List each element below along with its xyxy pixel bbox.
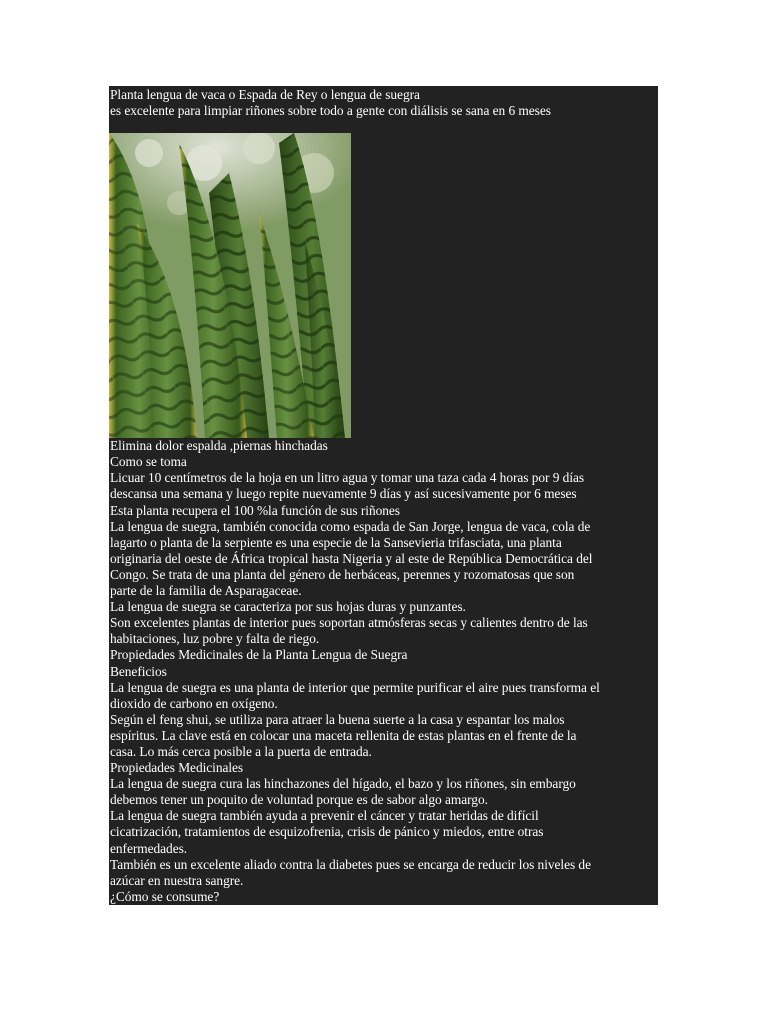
body-line: La lengua de suegra se caracteriza por sus hojas duras y punzantes. bbox=[110, 599, 466, 615]
body-line: habitaciones, luz pobre y falta de riego. bbox=[110, 631, 320, 647]
body-line: enfermedades. bbox=[110, 840, 188, 856]
body-line: cicatrización, tratamientos de esquizofrenia, crisis de pánico y miedos, entre otras bbox=[110, 824, 544, 840]
header-line: Planta lengua de vaca o Espada de Rey o lengua de suegra bbox=[110, 87, 420, 102]
body-line: dioxido de carbono en oxígeno. bbox=[110, 695, 278, 711]
body-line: La lengua de suegra también ayuda a prevenir el cáncer y tratar heridas de difícil bbox=[110, 808, 539, 824]
body-line: parte de la familia de Asparagaceae. bbox=[110, 583, 302, 599]
body-line: La lengua de suegra es una planta de interior que permite purificar el aire pues transforma el bbox=[110, 679, 600, 695]
snake-plant-illustration bbox=[109, 133, 351, 438]
body-line: Licuar 10 centímetros de la hoja en un litro agua y tomar una taza cada 4 horas por 9 días bbox=[110, 470, 585, 486]
document-header bbox=[109, 87, 658, 119]
body-line: espíritus. La clave está en colocar una maceta rellenita de estas plantas en el frente de la bbox=[110, 727, 577, 743]
snake-plant-photo bbox=[109, 133, 351, 438]
body-line: La lengua de suegra, también conocida como espada de San Jorge, lengua de vaca, cola de bbox=[110, 518, 591, 534]
body-line: Beneficios bbox=[110, 663, 167, 679]
body-line: Congo. Se trata de una planta del género de herbáceas, perennes y rozomatosas que son bbox=[110, 566, 575, 582]
body-line: lagarto o planta de la serpiente es una especie de la Sansevieria trifasciata, una planta bbox=[110, 534, 562, 550]
body-line: Elimina dolor espalda ,piernas hinchadas bbox=[110, 438, 328, 454]
body-line: ¿Cómo se consume? bbox=[110, 888, 220, 904]
body-line: Son excelentes plantas de interior pues soportan atmósferas secas y calientes dentro de las bbox=[110, 615, 588, 631]
header-line: es excelente para limpiar riñones sobre todo a gente con diálisis se sana en 6 meses bbox=[110, 103, 551, 119]
document-panel bbox=[109, 86, 658, 905]
body-line: casa. Lo más cerca posible a la puerta de entrada. bbox=[110, 743, 372, 759]
body-line: Esta planta recupera el 100 %la función de sus riñones bbox=[110, 502, 400, 518]
body-line: Propiedades Medicinales de la Planta Lengua de Suegra bbox=[110, 647, 408, 663]
body-line: Según el feng shui, se utiliza para atraer la buena suerte a la casa y espantar los malos bbox=[110, 711, 565, 727]
body-line: debemos tener un poquito de voluntad porque es de sabor algo amargo. bbox=[110, 792, 488, 808]
document-body bbox=[109, 438, 658, 905]
body-line: azúcar en nuestra sangre. bbox=[110, 872, 244, 888]
body-line: Propiedades Medicinales bbox=[110, 760, 244, 776]
body-line: descansa una semana y luego repite nuevamente 9 días y así sucesivamente por 6 meses bbox=[110, 486, 577, 502]
body-line: Como se toma bbox=[110, 454, 187, 470]
body-line: originaria del oeste de África tropical hasta Nigeria y al este de República Democrática del bbox=[110, 550, 593, 566]
body-line: También es un excelente aliado contra la diabetes pues se encarga de reducir los niveles de bbox=[110, 856, 591, 872]
body-line: La lengua de suegra cura las hinchazones del hígado, el bazo y los riñones, sin embargo bbox=[110, 776, 576, 792]
